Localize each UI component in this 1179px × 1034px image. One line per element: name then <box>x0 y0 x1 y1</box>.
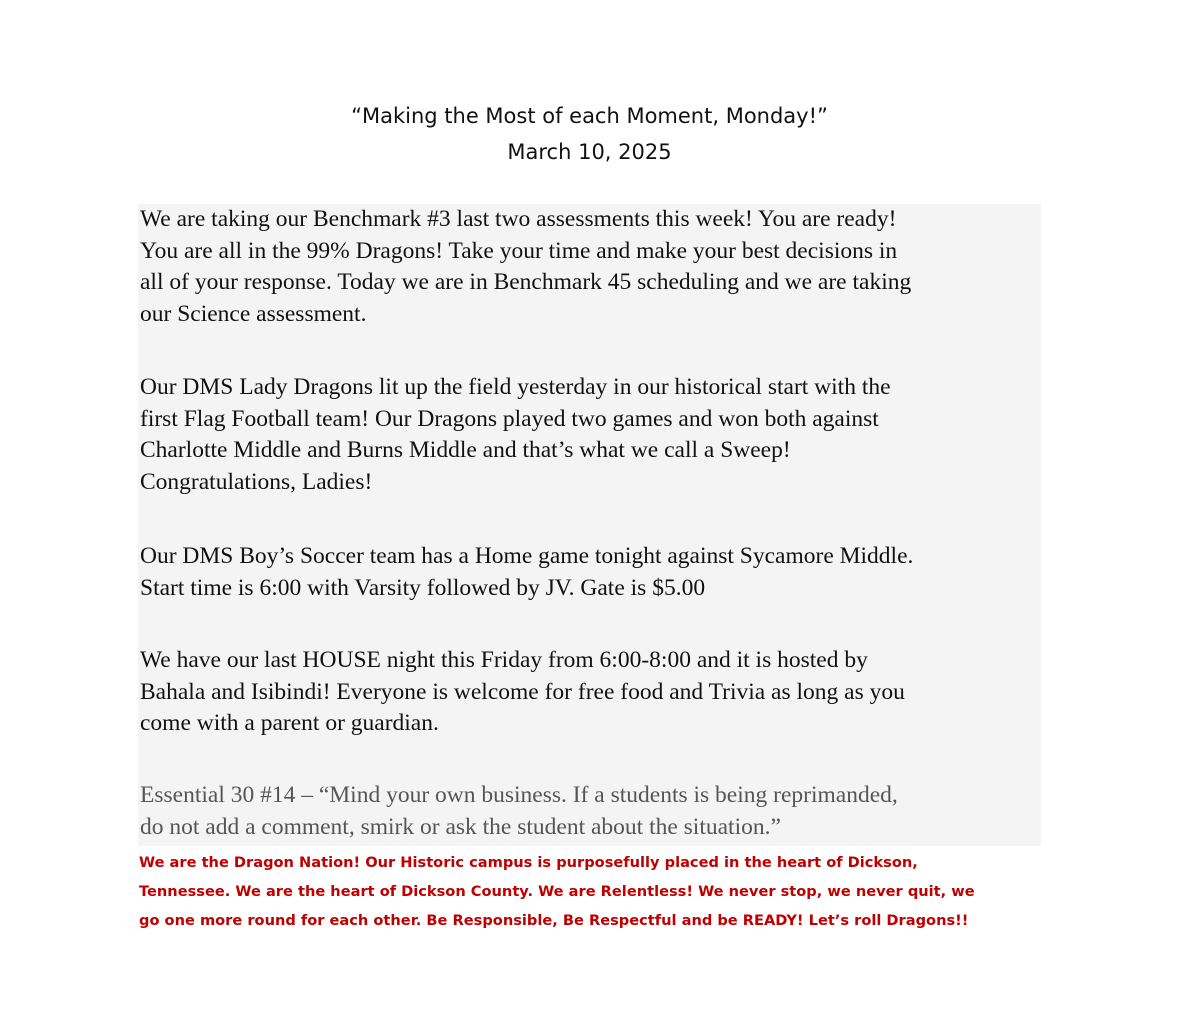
closing-line: We are the Dragon Nation! Our Historic campus is purposefully placed in the heart of Dickson, <box>139 854 918 871</box>
soccer-paragraph <box>140 541 1040 604</box>
paragraph-line: our Science assessment. <box>140 300 367 327</box>
essential-30-paragraph <box>140 780 1040 843</box>
announcement-date: March 10, 2025 <box>507 140 672 164</box>
closing-line: Tennessee. We are the heart of Dickson County. We are Relentless! We never stop, we never quit, we <box>139 883 975 900</box>
announcement-title: “Making the Most of each Moment, Monday!” <box>351 104 828 128</box>
paragraph-line: Essential 30 #14 – “Mind your own business. If a students is being reprimanded, <box>140 782 898 808</box>
paragraph-line: Congratulations, Ladies! <box>140 468 373 495</box>
paragraph-line: Charlotte Middle and Burns Middle and that’s what we call a Sweep! <box>140 437 791 463</box>
paragraph-line: first Flag Football team! Our Dragons played two games and won both against <box>140 405 879 432</box>
paragraph-line: Bahala and Isibindi! Everyone is welcome for free food and Trivia as long as you <box>140 678 905 705</box>
closing-line: go one more round for each other. Be Responsible, Be Respectful and be READY! Let’s roll Dragons!! <box>139 912 969 929</box>
paragraph-line: come with a parent or guardian. <box>140 710 439 736</box>
paragraph-line: Start time is 6:00 with Varsity followed by JV. Gate is $5.00 <box>140 574 706 601</box>
paragraph-line: You are all in the 99% Dragons! Take your time and make your best decisions in <box>140 237 898 264</box>
paragraph-line: We are taking our Benchmark #3 last two assessments this week! You are ready! <box>140 206 897 232</box>
paragraph-line: We have our last HOUSE night this Friday from 6:00-8:00 and it is hosted by <box>140 647 868 673</box>
announcement-header <box>0 98 1179 170</box>
paragraph-line: Our DMS Lady Dragons lit up the field yesterday in our historical start with the <box>140 374 891 400</box>
paragraph-line: do not add a comment, smirk or ask the student about the situation.” <box>140 813 781 840</box>
paragraph-line: Our DMS Boy’s Soccer team has a Home game tonight against Sycamore Middle. <box>140 543 914 569</box>
benchmark-paragraph <box>140 204 1040 330</box>
flag-football-paragraph <box>140 372 1040 498</box>
paragraph-line: all of your response. Today we are in Benchmark 45 scheduling and we are taking <box>140 269 912 295</box>
house-night-paragraph <box>140 645 1040 740</box>
dragon-nation-closing <box>139 848 1059 935</box>
